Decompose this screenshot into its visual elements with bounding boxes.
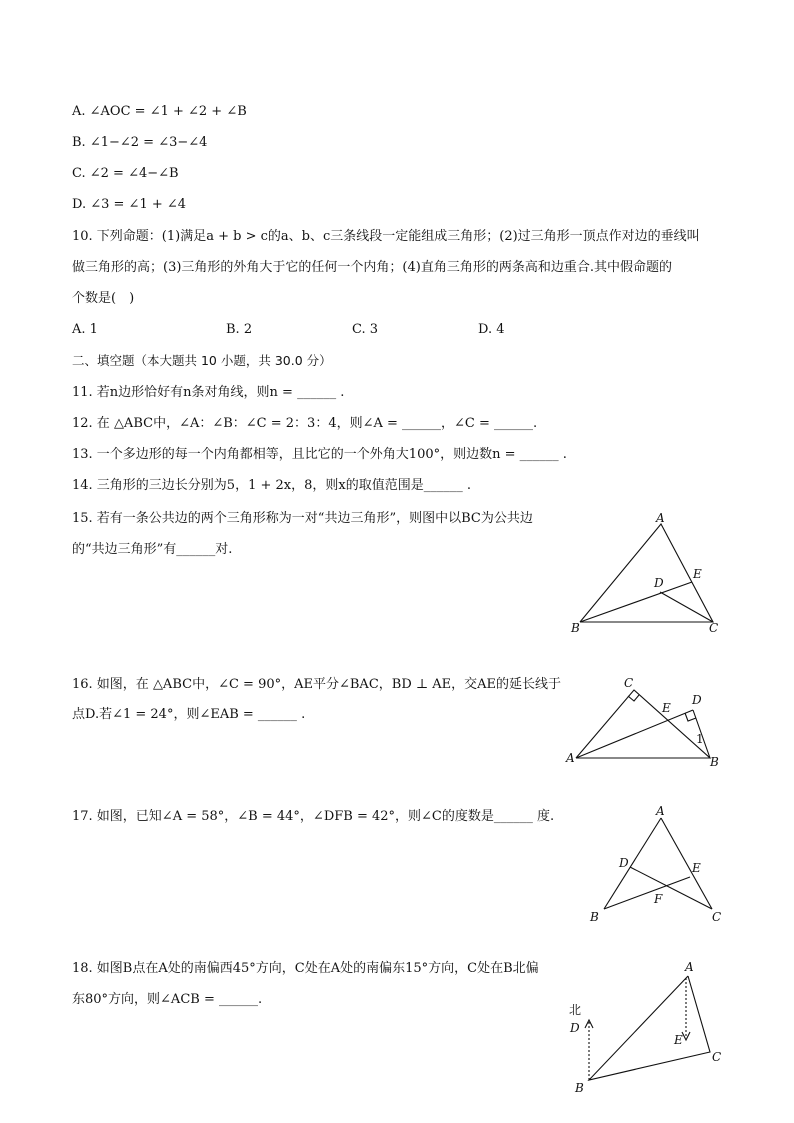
q16-label-1: 1 [696,732,704,746]
q18-label-a: A [685,960,694,974]
q17-label-b: B [590,910,599,924]
q17-side-ab [604,818,661,909]
q15-label-b: B [571,621,580,635]
q18-line2: 东80°方向，则∠ACB = ______. [72,992,263,1007]
q18-label-c: C [712,1050,722,1064]
q11: 11. 若n边形恰好有n条对角线，则n = ______ . [72,385,345,400]
q16-triangle [576,690,710,758]
q12: 12. 在 △ABC中，∠A：∠B：∠C = 2：3：4，则∠A = ______，∠C = ______. [72,416,538,431]
q9-option-c: C. ∠2 = ∠4−∠B [72,166,179,181]
q16-segment-ad [576,710,693,758]
q17-line1: 17. 如图，已知∠A = 58°，∠B = 44°，∠DFB = 42°，则∠C的度数是______ 度. [72,809,555,824]
q9-option-a: A. ∠AOC = ∠1 + ∠2 + ∠B [72,104,247,119]
section-heading: 二、填空题（本大题共 10 小题，共 30.0 分） [72,353,332,368]
q10-option-c: C. 3 [352,322,379,337]
q10-line2: 做三角形的高；(3)三角形的外角大于它的任何一个内角；(4)直角三角形的两条高和边重合.其中假命题的 [72,260,672,275]
q18-label-north: 北 [569,1003,582,1017]
q18-label-d: D [570,1021,580,1035]
q10-line3: 个数是( ) [72,291,135,306]
q15-label-d: D [654,576,664,590]
q17-segment-be [604,877,690,909]
q18-line1: 18. 如图B点在A处的南偏西45°方向，C处在A处的南偏东15°方向，C处在B北偏 [72,961,539,976]
q13: 13. 一个多边形的每一个内角都相等，且比它的一个外角大100°，则边数n = ______ . [72,447,567,462]
q10-line1: 10. 下列命题：(1)满足a + b > c的a、b、c三条线段一定能组成三角形；(2)过三角形一顶点作对边的垂线叫 [72,229,700,244]
q10-option-b: B. 2 [226,322,253,337]
q18-label-e: E [674,1033,683,1047]
q9-option-d: D. ∠3 = ∠1 + ∠4 [72,197,187,212]
q16-line1: 16. 如图，在 △ABC中，∠C = 90°，AE平分∠BAC，BD ⊥ AE，交AE的延长线于 [72,677,561,692]
q10-option-d: D. 4 [478,322,505,337]
q16-label-d: D [692,693,702,707]
q17-figure [582,804,732,928]
q17-label-e: E [692,861,701,875]
q16-label-a: A [566,751,575,765]
q9-option-b: B. ∠1−∠2 = ∠3−∠4 [72,135,208,150]
q16-line2: 点D.若∠1 = 24°，则∠EAB = ______ . [72,707,306,722]
q15-label-a: A [656,511,665,525]
q17-label-a: A [656,804,665,818]
q15-label-e: E [693,567,702,581]
q15-line1: 15. 若有一条公共边的两个三角形称为一对“共边三角形”，则图中以BC为公共边 [72,511,533,526]
q18-figure [560,956,740,1096]
q15-label-c: C [709,621,719,635]
q17-label-c: C [712,910,722,924]
q17-label-d: D [619,856,629,870]
q16-label-c: C [624,676,634,690]
q16-figure [562,676,732,776]
q17-label-f: F [654,892,663,906]
q16-label-e: E [662,701,671,715]
q18-triangle [589,976,710,1080]
q15-line2: 的“共边三角形”有______对. [72,542,233,557]
q15-figure [566,510,736,640]
q10-option-a: A. 1 [72,322,98,337]
q18-label-b: B [575,1081,584,1095]
q14: 14. 三角形的三边长分别为5，1 + 2x，8，则x的取值范围是______ . [72,478,471,493]
q16-label-b: B [710,755,719,769]
